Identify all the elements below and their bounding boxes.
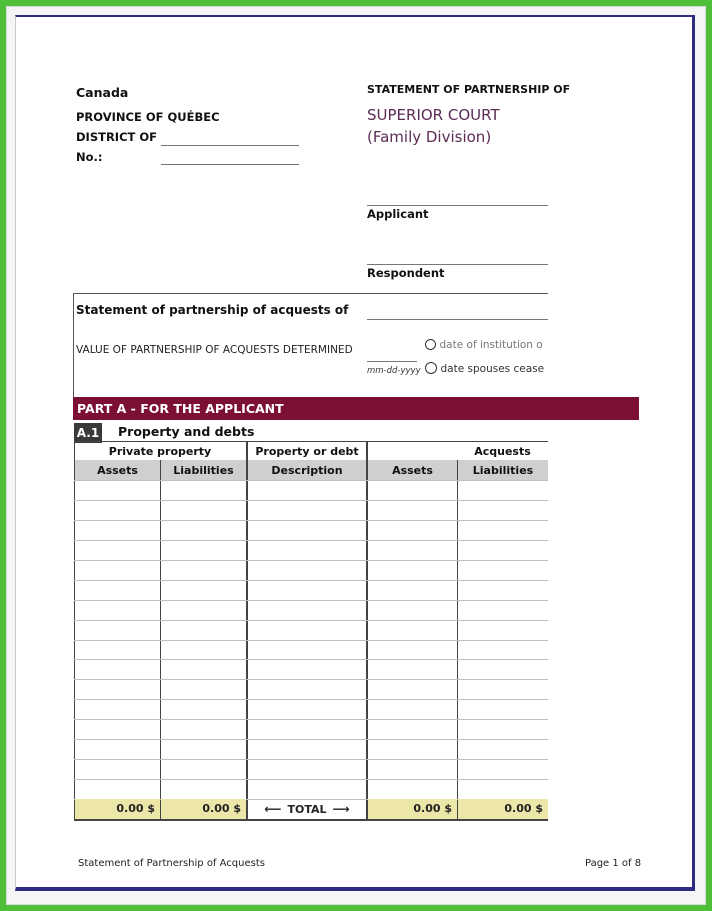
col-header-acquests-assets: Assets <box>392 464 433 477</box>
table-bottom-border <box>74 819 548 821</box>
statement-of-field[interactable] <box>367 319 548 320</box>
col-divider-2 <box>246 441 248 819</box>
option-institution[interactable] <box>425 338 548 351</box>
country-label: Canada <box>76 85 129 100</box>
total-label-cell <box>248 799 366 819</box>
col-header-acquests-liabilities: Liabilities <box>472 464 534 477</box>
option-spouses-label: date spouses cease <box>440 363 545 375</box>
footer-title: Statement of Partnership of Acquests <box>78 858 265 869</box>
total-label: TOTAL <box>287 802 327 816</box>
form-page <box>15 15 695 891</box>
date-format-hint: mm-dd-yyyy <box>367 366 421 376</box>
table-row <box>74 520 548 521</box>
col-header-assets: Assets <box>97 464 138 477</box>
statement-box-left <box>73 293 74 397</box>
table-left-border <box>74 441 75 819</box>
number-field[interactable] <box>161 164 299 165</box>
group-private-property: Private property <box>108 445 212 458</box>
applicant-label: Applicant <box>367 207 429 221</box>
district-field[interactable] <box>161 145 299 146</box>
option-spouses-ceased[interactable] <box>425 362 548 375</box>
group-property-debt: Property or debt <box>255 445 359 458</box>
section-title: Property and debts <box>118 424 255 439</box>
table-row <box>74 620 548 621</box>
arrow-right-icon: ⟶ <box>332 802 350 816</box>
table-row <box>74 739 548 740</box>
col-header-liabilities: Liabilities <box>173 464 234 477</box>
section-tag: A.1 <box>74 423 102 443</box>
province-label: PROVINCE OF QUÉBEC <box>76 110 220 124</box>
radio-institution-icon[interactable] <box>425 339 436 350</box>
respondent-field[interactable] <box>367 264 548 265</box>
table-row <box>74 659 548 660</box>
col-header-description: Description <box>271 464 343 477</box>
total-private-assets: 0.00 $ <box>116 802 155 815</box>
statement-of-label: Statement of partnership of acquests of <box>76 303 349 317</box>
col-divider-3 <box>366 441 368 819</box>
table-row <box>74 779 548 780</box>
table-row <box>74 759 548 760</box>
district-label: DISTRICT OF <box>76 130 158 144</box>
table-row <box>74 540 548 541</box>
table-row <box>74 500 548 501</box>
table-row <box>74 560 548 561</box>
total-acquests-liabilities: 0.00 $ <box>504 802 543 815</box>
option-institution-label: date of institution o <box>439 339 543 351</box>
number-label: No.: <box>76 150 103 164</box>
applicant-field[interactable] <box>367 205 548 206</box>
total-acquests-assets: 0.00 $ <box>413 802 452 815</box>
statement-title: STATEMENT OF PARTNERSHIP OF <box>367 83 571 96</box>
table-row <box>74 679 548 680</box>
part-a-bar: PART A - FOR THE APPLICANT <box>73 397 639 420</box>
total-private-liabilities: 0.00 $ <box>202 802 241 815</box>
date-field[interactable] <box>367 361 417 362</box>
radio-spouses-icon[interactable] <box>425 362 437 374</box>
court-division: (Family Division) <box>367 128 492 146</box>
table-row <box>74 719 548 720</box>
value-determined-label: VALUE OF PARTNERSHIP OF ACQUESTS DETERMINED <box>76 344 353 356</box>
statement-box-top <box>73 293 548 294</box>
page-number: Page 1 of 8 <box>585 858 642 869</box>
group-acquests: Acquests <box>474 445 531 458</box>
respondent-label: Respondent <box>367 266 445 280</box>
table-row <box>74 699 548 700</box>
table-row <box>74 480 548 481</box>
table-row <box>74 600 548 601</box>
arrow-left-icon: ⟵ <box>264 802 282 816</box>
table-row <box>74 580 548 581</box>
court-name: SUPERIOR COURT <box>367 106 500 124</box>
table-row <box>74 640 548 641</box>
table-top-border <box>74 441 548 442</box>
